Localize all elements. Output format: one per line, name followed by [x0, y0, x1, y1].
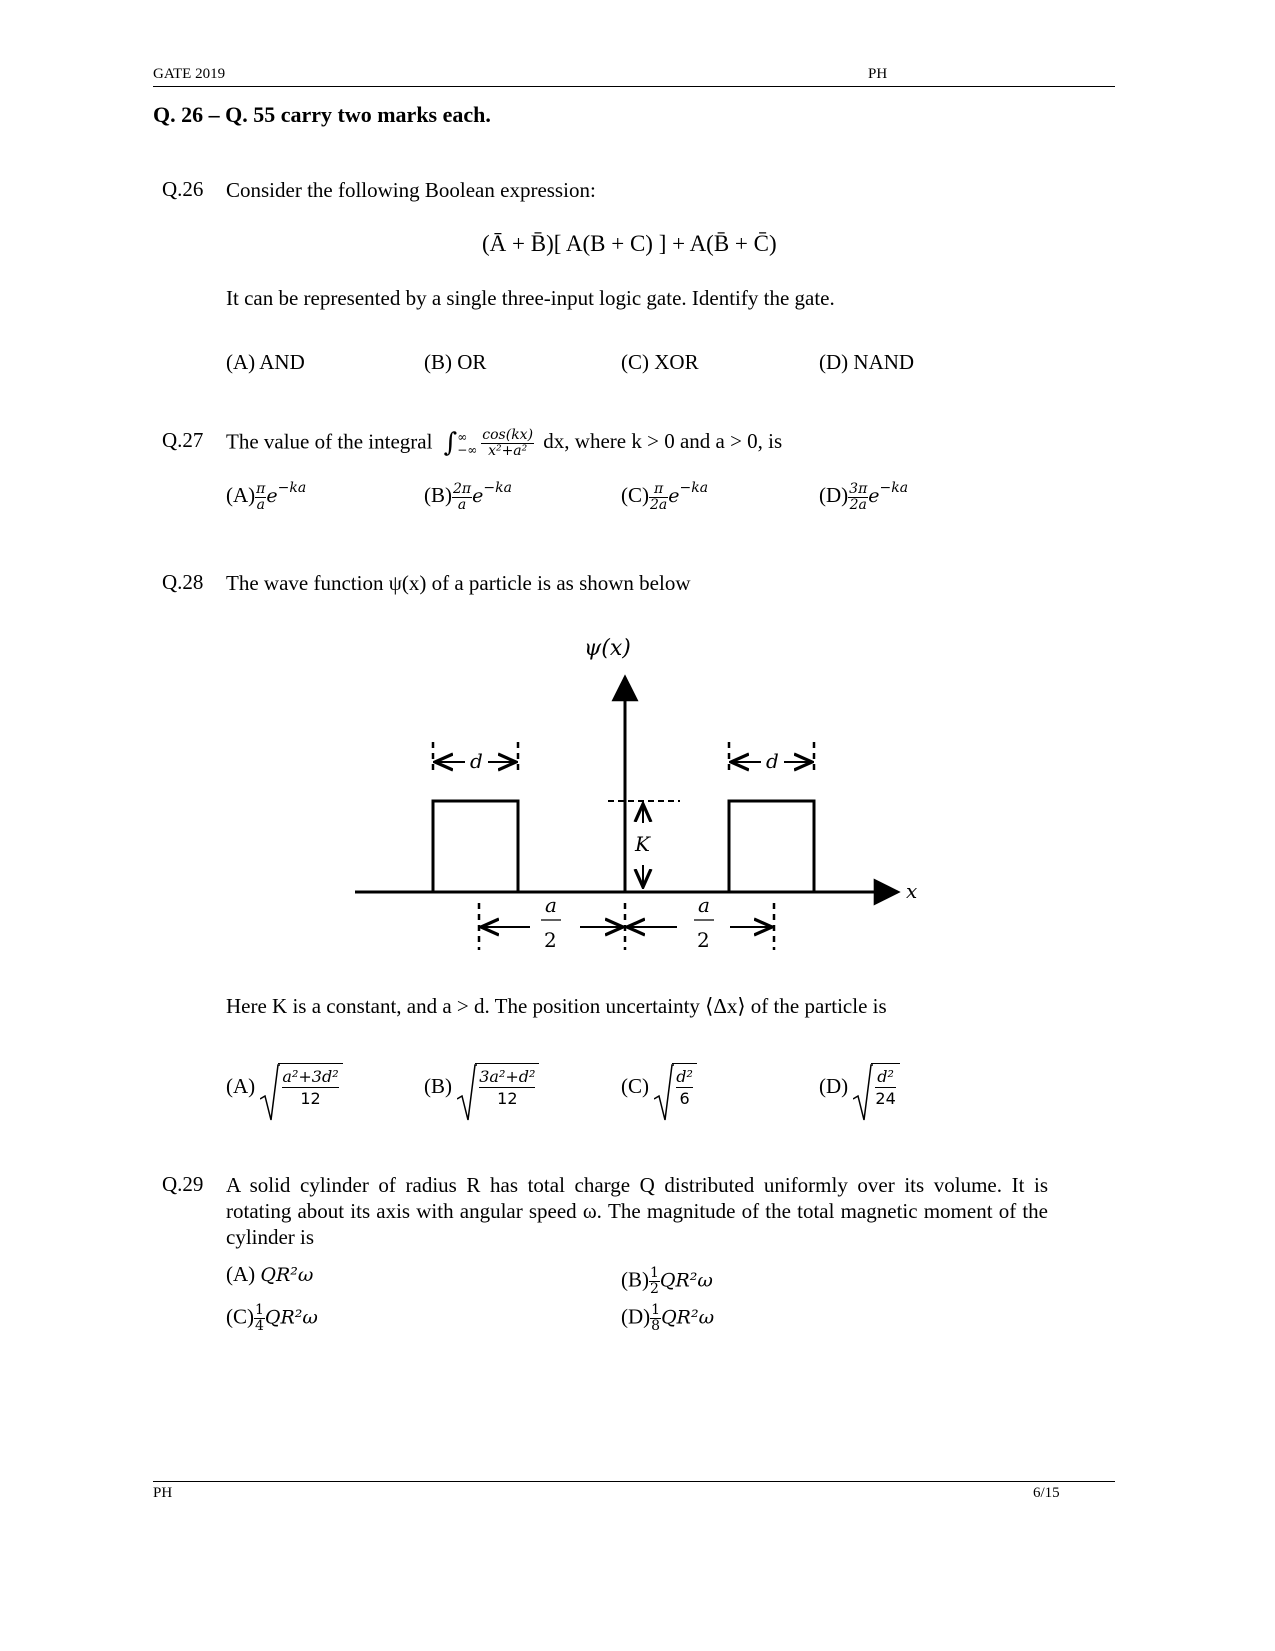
- option-label: (C): [226, 1304, 254, 1329]
- q27-text-b: dx, where k > 0 and a > 0, is: [543, 429, 783, 454]
- q29-option-b: [621, 1266, 713, 1297]
- option-frac-num: 2π: [453, 480, 472, 497]
- option-label: (A): [226, 483, 256, 507]
- figure-x-label: x: [906, 879, 918, 903]
- q27-number: Q.27: [162, 428, 204, 452]
- integral-sign-icon: ∫: [443, 428, 458, 459]
- option-coef-den: 8: [651, 1318, 661, 1334]
- sqrt-icon: [654, 1063, 697, 1110]
- left-pulse: [433, 801, 518, 892]
- option-exp-power: −ka: [879, 480, 909, 496]
- right-pulse: [729, 801, 814, 892]
- option-coef-den: 4: [255, 1318, 264, 1334]
- q26-text: Consider the following Boolean expression:: [226, 178, 596, 202]
- q27-option-b: [424, 480, 512, 513]
- option-exp-power: −ka: [483, 480, 512, 496]
- option-root-num: d²: [676, 1067, 693, 1086]
- q27-question: [226, 428, 782, 459]
- option-root-den: 24: [875, 1089, 896, 1108]
- sqrt-icon: [853, 1063, 899, 1110]
- q27-option-a: [226, 480, 306, 513]
- option-frac-num: 3π: [849, 480, 868, 497]
- q29-option-c: [226, 1303, 318, 1334]
- footer-rule: [153, 1481, 1115, 1482]
- option-label: (D): [819, 483, 849, 507]
- option-root-den: 12: [497, 1089, 518, 1108]
- q26-option-c: (C) XOR: [621, 350, 699, 374]
- header-rule: [153, 86, 1115, 87]
- option-exp-base: e: [266, 485, 278, 507]
- q26-option-d: (D) NAND: [819, 350, 915, 374]
- q26-option-a: (A) AND: [226, 350, 305, 374]
- option-exp-power: −ka: [679, 480, 709, 496]
- q28-number: Q.28: [162, 570, 204, 594]
- option-expr: QR²ω: [659, 1269, 713, 1292]
- q27-option-c: [621, 480, 708, 513]
- option-frac-den: a: [457, 496, 467, 513]
- option-root-num: a²+3d²: [282, 1067, 339, 1086]
- q26-text2: It can be represented by a single three-input logic gate. Identify the gate.: [226, 286, 835, 310]
- option-exp-power: −ka: [277, 480, 307, 496]
- footer-subject-code: PH: [153, 1485, 173, 1501]
- option-exp-base: e: [868, 485, 880, 507]
- option-root-den: 12: [300, 1089, 321, 1108]
- q26-option-b: (B) OR: [424, 350, 487, 374]
- figure-offset-num-left: a: [545, 893, 557, 917]
- option-frac-num: π: [649, 482, 668, 498]
- q28-option-c: [621, 1063, 697, 1110]
- q26-expression-text: (Ā + B̄)[ A(B + C) ] + A(B̄ + C̄): [482, 231, 777, 256]
- option-exp-base: e: [668, 485, 680, 507]
- q26-boolean-expression: [482, 231, 777, 257]
- wave-function-figure: [340, 625, 940, 965]
- figure-offset-den-left: 2: [544, 928, 557, 952]
- q28-text2: Here K is a constant, and a > d. The position uncertainty ⟨Δx⟩ of the particle is: [226, 994, 887, 1018]
- option-coef-den: 2: [650, 1281, 659, 1297]
- footer-page-number: 6/15: [1033, 1485, 1060, 1501]
- option-coef-num: 1: [255, 1302, 264, 1318]
- q28-option-d: [819, 1063, 900, 1110]
- option-frac-den: 2a: [650, 496, 668, 513]
- header-subject-code: PH: [868, 66, 888, 82]
- option-root-den: 6: [679, 1089, 690, 1108]
- option-label: (A): [226, 1074, 256, 1098]
- q28-option-b: [424, 1063, 539, 1110]
- header-exam-title: GATE 2019: [153, 66, 226, 82]
- option-coef-num: 1: [650, 1265, 659, 1281]
- q29-number: Q.29: [162, 1172, 204, 1196]
- option-root-num: d²: [877, 1067, 894, 1086]
- figure-width-label-left: d: [470, 749, 483, 773]
- figure-offset-num-right: a: [698, 893, 710, 917]
- option-root-num: 3a²+d²: [479, 1067, 536, 1086]
- q27-integral-lower: −∞: [457, 442, 478, 457]
- option-label: (D): [819, 1074, 849, 1098]
- q27-integrand: [481, 428, 534, 459]
- figure-offset-den-right: 2: [697, 928, 710, 952]
- sqrt-icon: [260, 1063, 342, 1110]
- option-expr: QR²ω: [260, 1264, 314, 1286]
- section-title: Q. 26 – Q. 55 carry two marks each.: [153, 102, 491, 127]
- q27-text-a: The value of the integral: [226, 429, 433, 454]
- q28-text: The wave function ψ(x) of a particle is as shown below: [226, 571, 691, 595]
- q27-integral-upper: ∞: [457, 429, 468, 444]
- option-frac-num: π: [256, 480, 266, 497]
- q27-option-d: [819, 480, 908, 513]
- q27-integrand-num: cos(kx): [482, 427, 534, 443]
- option-label: (A): [226, 1262, 256, 1286]
- option-coef-num: 1: [651, 1302, 661, 1318]
- option-label: (B): [424, 1074, 452, 1098]
- q28-option-a: [226, 1063, 343, 1110]
- figure-width-label-right: d: [766, 749, 779, 773]
- option-label: (C): [621, 483, 649, 507]
- option-frac-den: a: [256, 496, 265, 513]
- q29-option-a: [226, 1262, 313, 1287]
- option-label: (D): [621, 1304, 651, 1329]
- q27-integrand-den: x²+a²: [488, 443, 528, 459]
- option-expr: QR²ω: [661, 1306, 715, 1329]
- q29-text: A solid cylinder of radius R has total charge Q distributed uniformly over its volume. It is rotating about its axis with angular speed ω. The magnitude of the total magnetic moment of the cylinder is: [226, 1173, 1048, 1249]
- option-label: (C): [621, 1074, 649, 1098]
- option-frac-den: 2a: [849, 496, 867, 513]
- figure-height-label: K: [635, 832, 650, 856]
- q26-number: Q.26: [162, 177, 204, 201]
- option-label: (B): [424, 483, 452, 507]
- q29-option-d: [621, 1303, 714, 1334]
- figure-y-label: ψ(x): [584, 636, 631, 661]
- option-expr: QR²ω: [264, 1306, 318, 1329]
- option-label: (B): [621, 1267, 649, 1292]
- sqrt-icon: [457, 1063, 539, 1110]
- option-exp-base: e: [472, 485, 484, 507]
